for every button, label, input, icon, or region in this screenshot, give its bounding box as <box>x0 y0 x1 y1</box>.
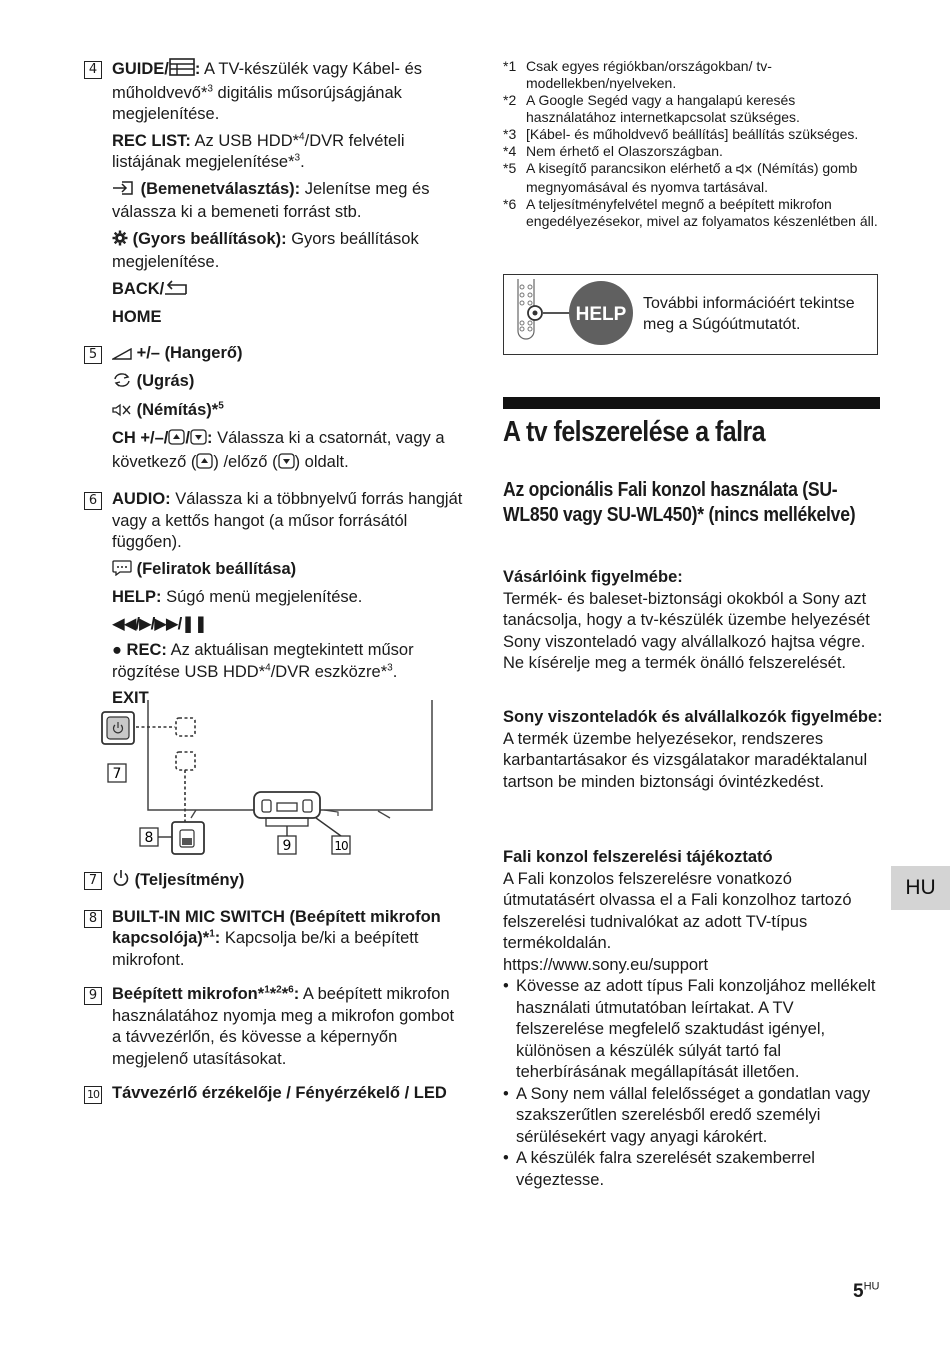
guide-description <box>112 58 464 126</box>
support-link[interactable]: https://www.sony.eu/support <box>503 955 709 974</box>
dealers-block <box>503 707 883 793</box>
customers-text: Termék- és baleset-biztonsági okokból a Sony azt tanácsolja, hogy a tv-készülék üzembe helyezését Sony viszonteladó vagy alvállalkozó hajtsa végre. Ne kísérelje meg a termék önálló felszerelését. <box>503 589 870 672</box>
reclist-text: Az USB HDD* <box>190 131 300 150</box>
diagram-label-8: 8 <box>144 830 154 846</box>
list-item: • A készülék falra szerelését szakemberrel végeztesse. <box>503 1148 883 1191</box>
page-number-value: 5 <box>853 1281 864 1302</box>
mute-icon <box>112 402 132 424</box>
footnote-ref: 3 <box>387 662 393 673</box>
item-5 <box>84 343 464 476</box>
audio-label: AUDIO: <box>112 490 171 508</box>
mute-row <box>112 400 464 424</box>
builtin-mic-colon: : <box>293 985 300 1003</box>
footnotes <box>503 58 881 230</box>
channel-colon: : <box>207 429 213 447</box>
mic-switch-description <box>112 907 464 972</box>
mic-switch-label: BUILT-IN MIC SWITCH (Beépített mikrofon kapcsolója)* <box>112 907 441 947</box>
tv-diagram <box>98 700 458 860</box>
footnote-text: A teljesítményfelvétel megnő a beépített mikrofon engedélyezésekor, mivel az folyamatos készenlétben áll. <box>526 196 878 229</box>
footnote-4 <box>503 143 881 160</box>
mute-icon <box>736 162 753 179</box>
footnote-ref: 6 <box>288 984 294 996</box>
page-number-suffix: HU <box>863 1280 880 1293</box>
subtitle-label: (Feliratok beállítása) <box>132 559 297 578</box>
input-label: (Bemenetválasztás): <box>136 179 301 198</box>
left-column <box>84 58 464 715</box>
volume-label: +/– (Hangerő) <box>132 343 243 362</box>
reclist-end: . <box>300 153 305 171</box>
section-subtitle: Az opcionális Fali konzol használata (SU-WL850 vagy SU-WL450)* (nincs mellékelve) <box>503 479 856 526</box>
sensor-label: Távvezérlő érzékelője / Fényérzékelő / LED <box>112 1084 447 1102</box>
help-guide-box <box>503 274 878 355</box>
footnote-text: A Google Segéd vagy a hangalapú keresés használatához internetkapcsolat szükséges. <box>526 92 800 125</box>
channel-label: CH +/–/ <box>112 429 169 447</box>
rec-end: . <box>392 662 398 681</box>
footnote-1 <box>503 58 881 92</box>
input-text: Jelenítse meg és válassza ki a bemeneti forrást stb. <box>112 179 430 221</box>
footnote-text: Nem érhető el Olaszországban. <box>526 143 723 159</box>
footnote-ref: 1 <box>264 984 270 996</box>
diagram-label-9: 9 <box>282 838 292 854</box>
footnote-ref: 4 <box>265 662 271 673</box>
channel-text-3: ) oldalt. <box>294 452 349 471</box>
quick-settings-label: (Gyors beállítások): <box>128 229 287 248</box>
quick-settings-description <box>112 229 464 274</box>
back-label-row <box>112 279 464 303</box>
page-down-icon <box>190 429 207 452</box>
builtin-mic-description <box>112 984 464 1070</box>
guide-icon <box>169 58 195 83</box>
exit-label: EXIT <box>112 689 149 707</box>
rec-description <box>112 640 464 683</box>
mic-switch-text: Kapcsolja be/ki a beépített mikrofont. <box>112 929 419 969</box>
mute-label: (Némítás)* <box>132 400 219 419</box>
item-8 <box>84 907 464 972</box>
item-7 <box>84 869 464 894</box>
footnote-3 <box>503 126 881 143</box>
footnote-star: * <box>281 985 289 1003</box>
volume-row <box>112 343 464 367</box>
item-6 <box>84 489 464 710</box>
remote-help-icon <box>510 279 638 349</box>
footnote-key: *3 <box>503 126 517 142</box>
subtitle-row <box>112 559 464 583</box>
reclist-description <box>112 131 464 174</box>
channel-text-2: ) /előző ( <box>213 452 278 471</box>
footnote-ref: 5 <box>218 400 224 411</box>
reclist-text-2: /DVR felvételi listájának megjelenítése* <box>112 131 405 171</box>
install-heading: Fali konzol felszerelési tájékoztató <box>503 848 773 866</box>
guide-text-2: digitális műsorújságjának megjelenítése. <box>112 83 402 123</box>
diagram-label-10: 10 <box>334 839 348 853</box>
customers-heading: Vásárlóink figyelmébe: <box>503 568 683 586</box>
item-number: 7 <box>84 872 102 890</box>
back-arrow-icon <box>164 280 190 303</box>
power-label: (Teljesítmény) <box>130 871 245 889</box>
footnote-star: * <box>269 985 277 1003</box>
channel-text: Válassza ki a csatornát, vagy a következő ( <box>112 429 445 471</box>
help-text: Súgó menü megjelenítése. <box>161 588 363 606</box>
footnote-text-after: (Némítás) gomb megnyomásával és nyomva tartásával. <box>526 160 858 195</box>
jump-label: (Ugrás) <box>132 372 195 390</box>
left-column-lower <box>84 869 464 1110</box>
footnote-6 <box>503 196 881 230</box>
item-9 <box>84 984 464 1070</box>
power-row <box>112 869 464 894</box>
builtin-mic-text: A beépített mikrofon használatához nyomja meg a mikrofon gombot a távvezérlőn, és kövesse a képernyőn megjelenő utasításokat. <box>112 985 455 1068</box>
footnote-key: *1 <box>503 58 517 74</box>
footnote-ref: 3 <box>294 152 301 164</box>
audio-text: Válassza ki a többnyelvű forrás hangját vagy a kettős hangot (a műsor forrásától függően). <box>112 490 463 551</box>
item-number: 6 <box>84 492 102 510</box>
footnote-key: *5 <box>503 160 517 176</box>
footnote-2 <box>503 92 881 126</box>
footnote-key: *2 <box>503 92 517 108</box>
language-tab: HU <box>891 866 950 910</box>
help-description <box>112 587 464 609</box>
section-rule <box>503 397 880 409</box>
footnote-ref: 2 <box>276 984 282 996</box>
item-10 <box>84 1083 464 1105</box>
list-item: • A Sony nem vállal felelősséget a gondatlan vagy szakszerűtlen szerelésből eredő személyi sérülésekért vagy anyagi károkért. <box>503 1084 883 1149</box>
footnote-ref: 3 <box>207 83 213 94</box>
install-block <box>503 847 883 1191</box>
help-badge: HELP <box>575 304 627 325</box>
section-title: A tv felszerelése a falra <box>503 416 766 448</box>
help-box-text: További információért tekintse meg a Súgóútmutatót. <box>643 295 855 333</box>
footnote-ref: 4 <box>299 131 305 142</box>
guide-text: A TV-készülék vagy Kábel- és műholdvevő* <box>112 60 422 102</box>
footnote-text: Csak egyes régiókban/országokban/ tv-modellekben/nyelveken. <box>526 58 772 91</box>
input-select-icon <box>112 180 136 203</box>
dealers-heading: Sony viszonteladók és alvállalkozók figyelmébe: <box>503 708 883 726</box>
footnote-text: A kisegítő parancsikon elérhető a <box>526 160 737 176</box>
back-label: BACK/ <box>112 279 165 298</box>
transport-keys: ◀◀/▶/▶▶/❚❚ <box>112 614 207 633</box>
volume-icon <box>112 345 132 367</box>
jump-row <box>112 371 464 395</box>
dealers-text: A termék üzembe helyezésekor, rendszeres karbantartásakor és vizsgálatakor maradéktalanul tartson be minden biztonsági óvintézkedést. <box>503 729 868 791</box>
rec-text-2: /DVR eszközre* <box>270 662 388 681</box>
item-number: 4 <box>84 61 102 79</box>
list-item: • Kövesse az adott típus Fali konzoljához mellékelt használati útmutatóban leírtakat. A TV felszerelése megfelelő szaktudást igényel, különösen a készülék súlyát tartó fal teherbírásának megállapítását illetően. <box>503 976 883 1084</box>
item-number: 8 <box>84 910 102 928</box>
input-description <box>112 179 464 224</box>
quick-settings-text: Gyors beállítások megjelenítése. <box>112 229 419 271</box>
page-number <box>853 1281 879 1303</box>
customers-block <box>503 567 883 675</box>
page-up-icon <box>168 429 185 452</box>
builtin-mic-label: Beépített mikrofon* <box>112 985 265 1003</box>
channel-description <box>112 428 464 475</box>
item-4 <box>84 58 464 329</box>
item-number: 5 <box>84 346 102 364</box>
rec-label: ● REC: <box>112 641 167 659</box>
rec-text: Az aktuálisan megtekintett műsor rögzítése USB HDD* <box>112 641 414 681</box>
page-down-icon <box>278 453 295 476</box>
guide-colon: : <box>194 60 201 78</box>
footnote-text: [Kábel- és műholdvevő beállítás] beállítás szükséges. <box>526 126 859 142</box>
install-text: A Fali konzolos felszerelésre vonatkozó útmutatásért olvassa el a Fali konzolhoz tartozó felszerelési tudnivalókat az adott TV-típus termékoldalán. <box>503 869 852 952</box>
footnote-ref: 1 <box>209 928 215 940</box>
guide-label: GUIDE/ <box>112 60 169 78</box>
footnote-key: *6 <box>503 196 517 212</box>
jump-icon <box>112 372 132 395</box>
item-number: 9 <box>84 987 102 1005</box>
home-label: HOME <box>112 308 162 326</box>
page-up-icon <box>196 453 213 476</box>
gear-icon <box>112 230 128 253</box>
item-number: 10 <box>84 1086 102 1104</box>
audio-description <box>112 489 464 554</box>
mic-switch-colon: : <box>214 929 221 947</box>
footnote-key: *4 <box>503 143 517 159</box>
footnote-5 <box>503 160 881 196</box>
diagram-label-7: 7 <box>112 766 122 782</box>
power-icon <box>112 869 130 894</box>
help-label: HELP: <box>112 588 162 606</box>
channel-slash: / <box>185 429 190 447</box>
subtitle-icon <box>112 560 132 583</box>
reclist-label: REC LIST: <box>112 131 191 150</box>
